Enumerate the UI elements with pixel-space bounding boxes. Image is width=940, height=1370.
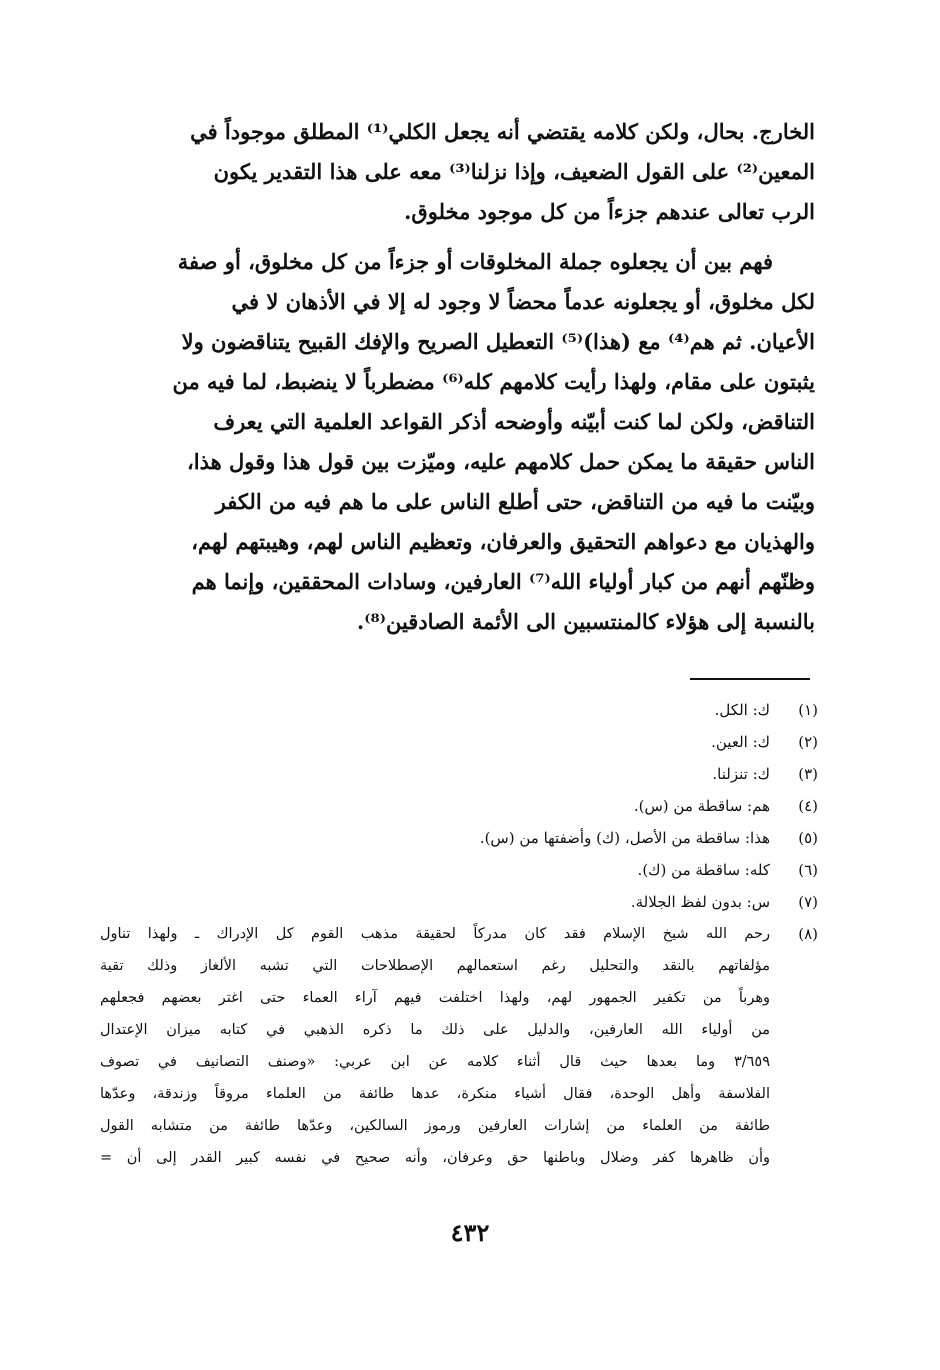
- main-text: [100, 112, 815, 642]
- footnote-item: [100, 822, 818, 854]
- footnote-number: (٦): [798, 861, 818, 879]
- footnote-text: هم: ساقطة من (س).: [633, 797, 770, 815]
- text-line: التناقض، ولكن لما كنت أبيّنه وأوضحه أذكر القواعد العلمية التي يعرف: [213, 409, 815, 434]
- footnote-item: [100, 694, 818, 726]
- footnote-text: كله: ساقطة من (ك).: [637, 861, 770, 879]
- footnote-line: وأن ظاهرها كفر وضلال وباطنها حق وعرفان، وأنه صحيح في نفسه كبير القدر إلى أن =: [100, 1150, 770, 1166]
- footnote-text: ك: تنزلنا.: [712, 765, 770, 783]
- text-line: والهذيان مع دعواهم التحقيق والعرفان، وتعظيم الناس لهم، وهيبتهم لهم،: [191, 529, 815, 554]
- footnote-divider: [690, 678, 810, 680]
- footnote-number: (٣): [798, 765, 818, 783]
- footnote-number: (٨): [798, 925, 818, 943]
- text-line: وبيّنت ما فيه من التناقض، حتى أطلع الناس على ما هم فيه من الكفر: [215, 489, 815, 514]
- footnote-number: (٢): [798, 733, 818, 751]
- text-line: المعين⁽²⁾ على القول الضعيف، وإذا نزلنا⁽³⁾ معه على هذا التقدير يكون: [213, 159, 815, 184]
- footnote-text: ك: الكل.: [714, 701, 770, 719]
- footnote-line: رحم الله شيخ الإسلام فقد كان مدركاً لحقيقة مذهب القوم كل الإدراك ـ ولهذا تناول: [100, 926, 770, 942]
- footnote-line: مؤلفاتهم بالنقد والتحليل رغم استعمالهم الإصطلاحات التي تشبه الألغاز وذلك تقية: [100, 958, 770, 974]
- text-line: لكل مخلوق، أو يجعلونه عدماً محضاً لا وجود له إلا في الأذهان لا في: [231, 289, 815, 314]
- footnote-number: (٥): [798, 829, 818, 847]
- footnote-item: [100, 854, 818, 886]
- footnote-line: وهرباً من تكفير الجمهور لهم، ولهذا اختلفت فيهم آراء العماء حتى اغتر بعضهم فجعلهم: [100, 990, 770, 1006]
- footnote-item: [100, 726, 818, 758]
- footnote-text: هذا: ساقطة من الأصل، (ك) وأضفتها من (س).: [479, 829, 770, 847]
- footnote-item: [100, 886, 818, 918]
- text-line: بالنسبة إلى هؤلاء كالمنتسبين الى الأئمة الصادقين⁽⁸⁾.: [356, 609, 815, 634]
- text-line: الرب تعالى عندهم جزءاً من كل موجود مخلوق.: [404, 199, 815, 224]
- footnote-number: (١): [798, 701, 818, 719]
- text-line: الخارج. بحال، ولكن كلامه يقتضي أنه يجعل الكلي⁽¹⁾ المطلق موجوداً في: [190, 119, 815, 144]
- text-line: يثبتون على مقام، ولهذا رأيت كلامهم كله⁽⁶⁾ مضطرباً لا ينضبط، لما فيه من: [172, 369, 815, 394]
- text-line: فهم بين أن يجعلوه جملة المخلوقات أو جزءاً من كل مخلوق، أو صفة: [177, 249, 773, 274]
- text-line: الأعيان. ثم هم⁽⁴⁾ مع (هذا)⁽⁵⁾ التعطيل الصريح والإفك القبيح يتناقضون ولا: [181, 329, 815, 354]
- footnote-text: س: بدون لفظ الجلالة.: [630, 893, 770, 911]
- footnote-item-long: [100, 918, 818, 1174]
- footnote-text: ك: العين.: [711, 733, 770, 751]
- footnote-line: ٣/٦٥٩ وما بعدها حيث قال أثناء كلامه عن ابن عربي: «وصنف التصانيف في تصوف: [100, 1054, 770, 1070]
- footnote-line: من أولياء الله العارفين، والدليل على ذلك ما ذكره الذهبي في كتابه ميزان الإعتدال: [100, 1022, 770, 1038]
- text-line: الناس حقيقة ما يمكن حمل كلامهم عليه، وميّزت بين قول هذا وقول هذا،: [186, 449, 815, 474]
- page-number: ٤٣٢: [450, 1218, 490, 1247]
- footnote-number: (٤): [798, 797, 818, 815]
- footnote-number: (٧): [798, 893, 818, 911]
- footnote-item: [100, 758, 818, 790]
- text-line: وظنّهم أنهم من كبار أولياء الله⁽⁷⁾ العارفين، وسادات المحققين، وإنما هم: [191, 569, 815, 594]
- footnote-long-text: [100, 918, 770, 1174]
- footnotes: [100, 694, 818, 1174]
- footnote-item: [100, 790, 818, 822]
- footnote-line: طائفة من العلماء من إشارات العارفين ورموز السالكين، وعدّها طائفة من متشابه القول: [100, 1118, 770, 1134]
- footnote-line: الفلاسفة وأهل الوحدة، فقال أشياء منكرة، عدها طائفة من العلماء مروقاً وزندقة، وعدّها: [100, 1086, 770, 1102]
